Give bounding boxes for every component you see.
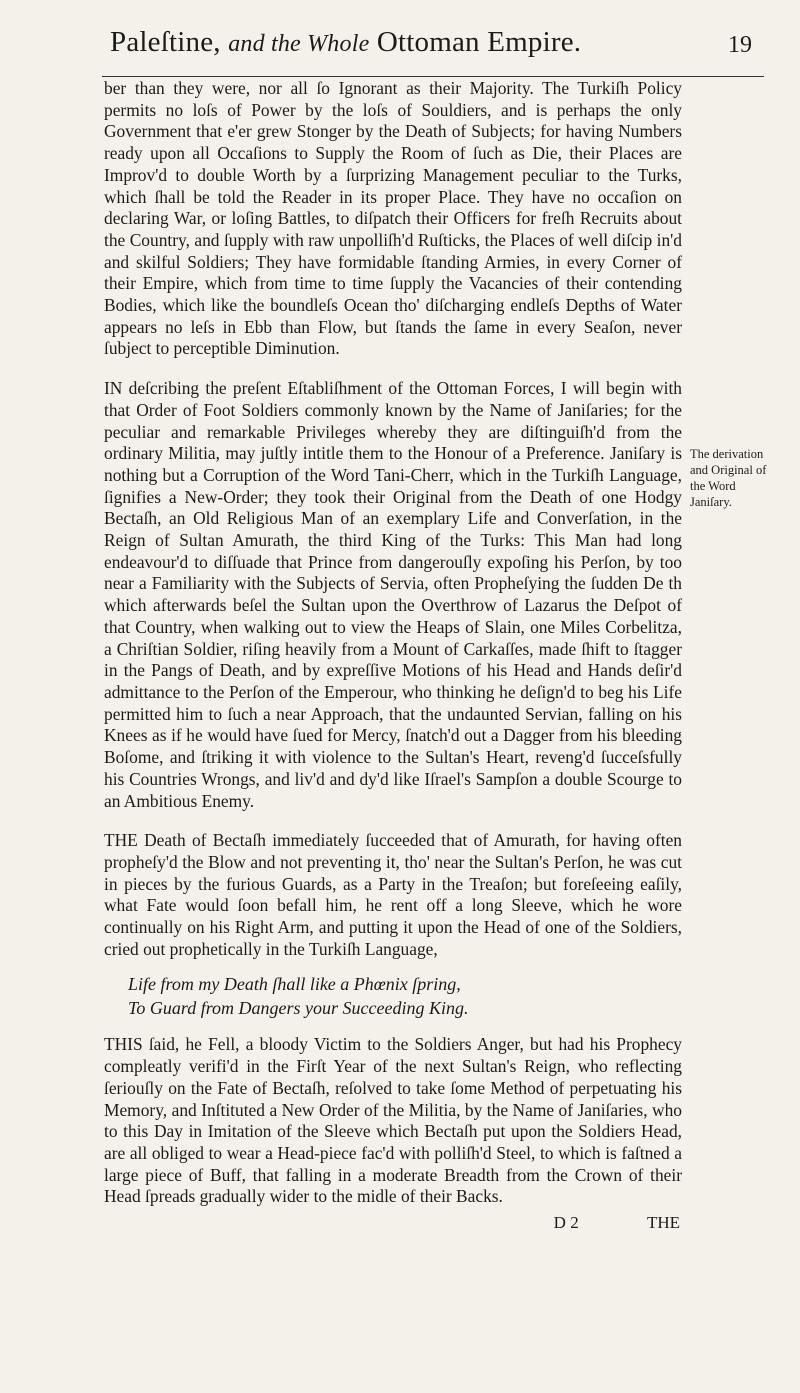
- verse-couplet: [128, 972, 682, 1020]
- running-title-end: Ottoman Empire.: [376, 26, 582, 58]
- verse-line-2: To Guard from Dangers your Succeeding King.: [128, 998, 469, 1019]
- body-text: [104, 78, 682, 1234]
- paragraph-3: THE Death of Bectaſh immediately ſucceeded that of Amurath, for having often propheſy'd the Blow and not preventing it, tho' near the Sultan's Perſon, he was cut in pieces by the furious Guards, as a Party in the Treaſon; but foreſeeing eaſily, what Fate would ſoon befall him, he rent off a long Sleeve, which he wore continually on his Right Arm, and putting it upon the Head of one of the Soldiers, cried out prophetically in the Turkiſh Language,: [104, 830, 682, 959]
- running-title: [110, 26, 581, 59]
- catchword: THE: [646, 1213, 680, 1233]
- signature-mark: D 2: [553, 1213, 579, 1233]
- running-title-italic: and the Whole: [228, 31, 370, 57]
- page-number: 19: [728, 32, 752, 58]
- verse-line-1: Life from my Death ſhall like a Phœnix ſpring,: [128, 974, 461, 995]
- running-title-main: Paleſtine,: [110, 26, 221, 58]
- page-header: [0, 18, 800, 78]
- paragraph-2: IN deſcribing the preſent Eſtabliſhment of the Ottoman Forces, I will begin with that Order of Foot Soldiers commonly known by the Name of Janiſaries; for the peculiar and remarkable Privileges whereby they are diſtinguiſh'd from the ordinary Militia, may juſtly intitle them to the Honour of a Preference. Janiſary is nothing but a Corruption of the Word Tani-Cherr, which in the Turkiſh Language, ſignifies a New-Order; they took their Original from the Death of one Hodgy Bectaſh, an Old Religious Man of an exemplary Life and Converſation, in the Reign of Sultan Amurath, the third King of the Turks: This Man had long endeavour'd to diſſuade that Prince from dangerouſly expoſing his Perſon, by too near a Familiarity with the Subjects of Servia, often Propheſying the ſudden De th which afterwards beſel the Sultan upon the Overthrow of Lazarus the Deſpot of that Country, when walking out to view the Heaps of Slain, one Miles Corbelitza, a Chriſtian Soldier, riſing heavily from a Mount of Carkaſſes, made ſhift to ſtagger in the Pangs of Death, and by expreſſive Motions of his Head and Hands deſir'd admittance to the Perſon of the Emperour, who thinking he deſign'd to beg his Life permitted him to ſuch a near Approach, that the undaunted Servian, falling on his Knees as if he would have ſued for Mercy, ſnatch'd out a Dagger from his bleeding Boſome, and ſtriking it with violence to the Sultan's Heart, reveng'd ſucceſsfully his Countries Wrongs, and liv'd and dy'd like Iſrael's Sampſon a double Scourge to an Ambitious Enemy.: [104, 378, 682, 811]
- catchword-line: [104, 1212, 682, 1234]
- paragraph-4: THIS ſaid, he Fell, a bloody Victim to the Soldiers Anger, but had his Prophecy compleatly verifi'd in the Firſt Year of the next Sultan's Reign, who reflecting ſeriouſly on the Fate of Bectaſh, reſolved to take ſome Method of perpetuating his Memory, and Inſtituted a New Order of the Militia, by the Name of Janiſaries, who to this Day in Imitation of the Sleeve which Bectaſh put upon the Soldiers Head, are all obliged to wear a Head-piece fac'd with polliſh'd Steel, to which is faſtned a large piece of Buff, that falling in a moderate Breadth from the Crown of their Head ſpreads gradually wider to the midle of their Backs.: [104, 1034, 682, 1207]
- paragraph-1: ber than they were, nor all ſo Ignorant as their Majority. The Turkiſh Policy permits no loſs of Power by the loſs of Souldiers, and is perhaps the only Government that e'er grew Stonger by the Death of Subjects; for having Numbers ready upon all Occaſions to Supply the Room of ſuch as Die, their Places are Improv'd to double Worth by a ſurprizing Management peculiar to the Turks, which ſhall be told the Reader in its proper Place. They have no occaſion on declaring War, or loſing Battles, to diſpatch their Officers for freſh Recruits about the Country, and ſupply with raw unpolliſh'd Ruſticks, the Places of well diſcip in'd and skilful Soldiers; They have formidable ſtanding Armies, in every Corner of their Empire, which from time to time ſupply the Vacancies of their contending Bodies, which like the boundleſs Ocean tho' diſcharging endleſs Depths of Water appears no leſs in Ebb than Flow, but ſtands the ſame in every Seaſon, never ſubject to perceptible Diminution.: [104, 78, 682, 359]
- margin-note: The derivation and Original of the Word Janiſary.: [690, 447, 767, 509]
- header-rule: [102, 76, 764, 77]
